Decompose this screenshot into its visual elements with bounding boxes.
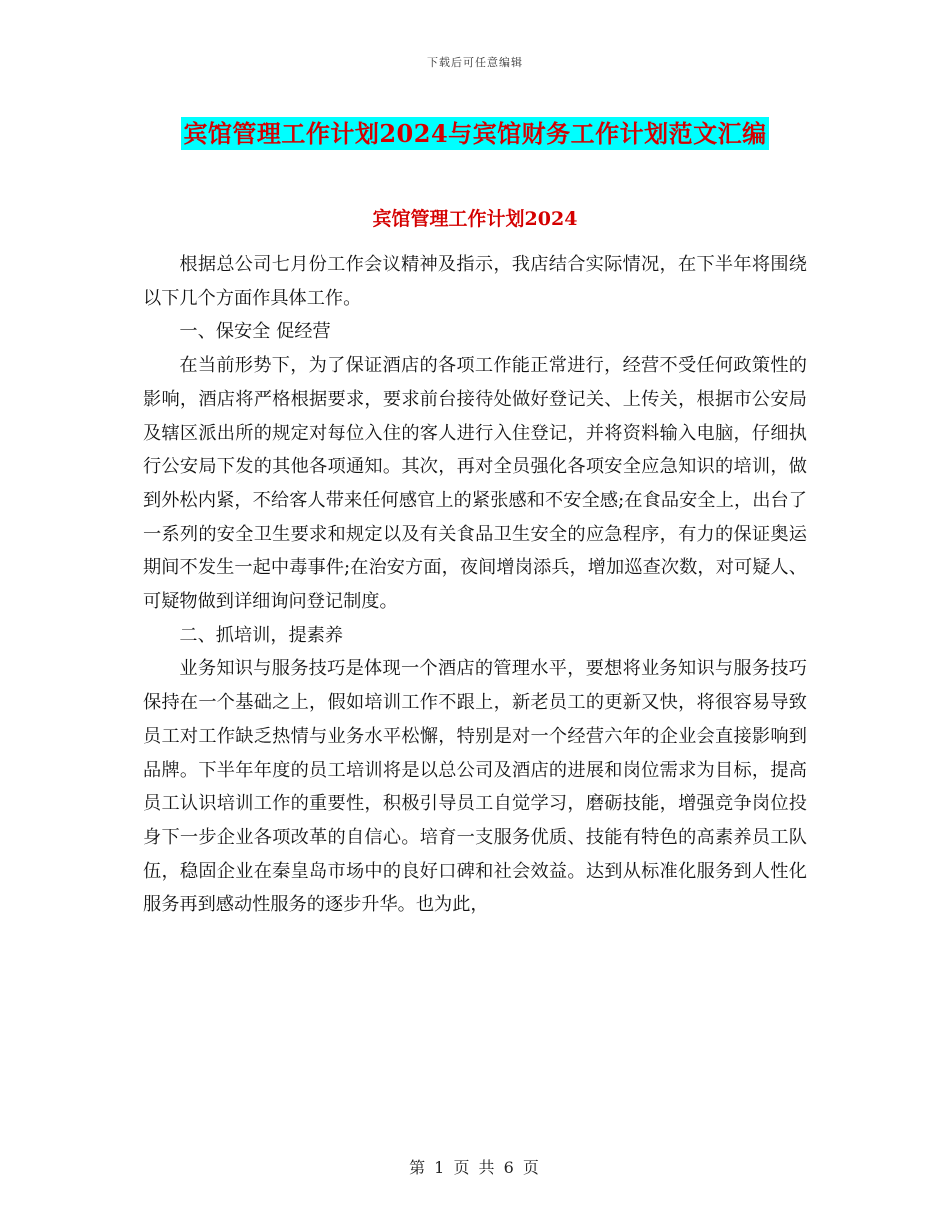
paragraph-intro: 根据总公司七月份工作会议精神及指示，我店结合实际情况，在下半年将围绕以下几个方面作具体工作。	[143, 254, 807, 309]
paragraph-safety: 在当前形势下，为了保证酒店的各项工作能正常进行，经营不受任何政策性的影响，酒店将严格根据要求，要求前台接待处做好登记关、上传关，根据市公安局及辖区派出所的规定对每位入住的客人进行入住登记，并将资料输入电脑，仔细执行公安局下发的其他各项通知。其次，再对全员强化各项安全应急知识的培训，做到外松内紧，不给客人带来任何感官上的紧张感和不安全感;在食品安全上，出台了一系列的安全卫生要求和规定以及有关食品卫生安全的应急程序，有力的保证奥运期间不发生一起中毒事件;在治安方面，夜间增岗添兵，增加巡查次数，对可疑人、可疑物做到详细询问登记制度。	[143, 355, 807, 613]
section-title: 宾馆管理工作计划2024	[372, 208, 578, 230]
header-note: 下载后可任意编辑	[427, 56, 523, 69]
page-footer: 第 1 页 共 6 页	[409, 1158, 541, 1177]
document-title-text: 宾馆管理工作计划2024与宾馆财务工作计划范文汇编	[183, 119, 767, 148]
subheading-safety: 一、保安全 促经营	[179, 321, 331, 343]
body-text	[143, 248, 807, 922]
paragraph-training: 业务知识与服务技巧是体现一个酒店的管理水平，要想将业务知识与服务技巧保持在一个基础之上，假如培训工作不跟上，新老员工的更新又快，将很容易导致员工对工作缺乏热情与业务水平松懈，特别是对一个经营六年的企业会直接影响到品牌。下半年年度的员工培训将是以总公司及酒店的进展和岗位需求为目标，提高员工认识培训工作的重要性，积极引导员工自觉学习，磨砺技能，增强竞争岗位投身下一步企业各项改革的自信心。培育一支服务优质、技能有特色的高素养员工队伍，稳固企业在秦皇岛市场中的良好口碑和社会效益。达到从标准化服务到人性化服务再到感动性服务的逐步升华。也为此，	[143, 658, 807, 916]
document-title	[0, 114, 950, 149]
subheading-training: 二、抓培训，提素养	[179, 624, 344, 646]
